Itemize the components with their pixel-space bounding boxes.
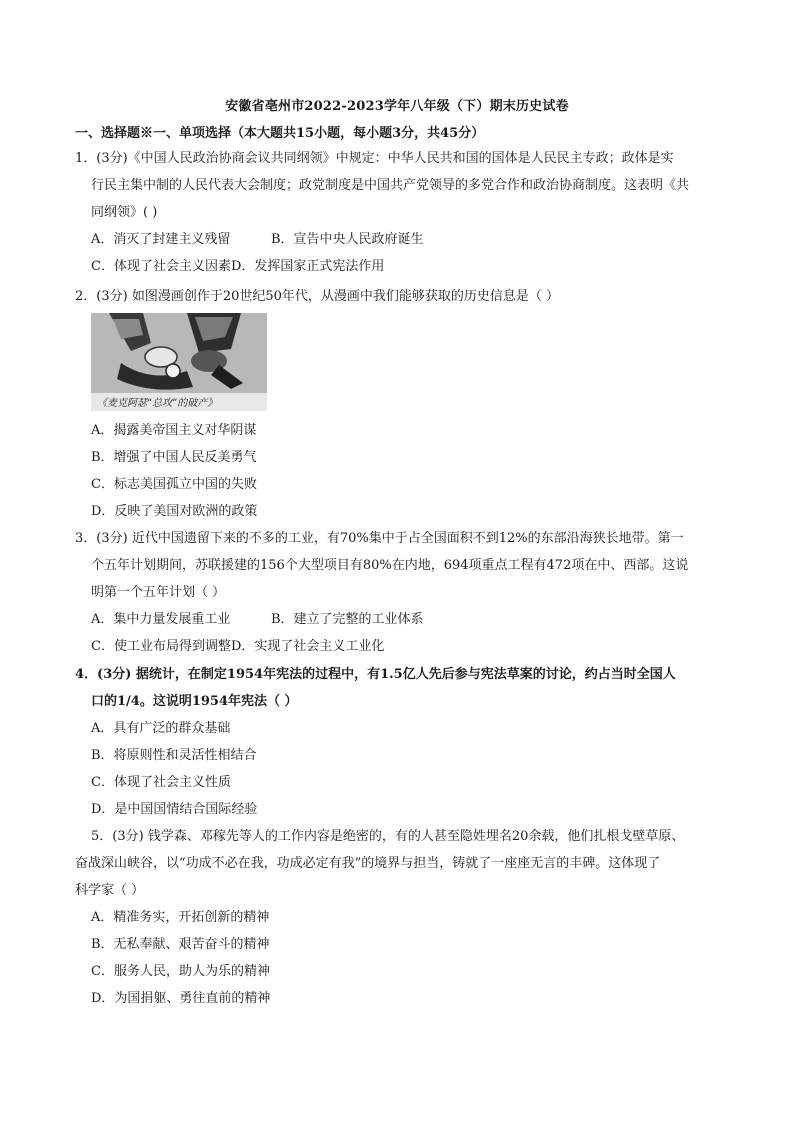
question-4-option-b[interactable]: B．将原则性和灵活性相结合 (91, 748, 257, 763)
question-3-stem (75, 525, 725, 606)
question-1 (75, 145, 725, 280)
question-5-option-c[interactable]: C．服务人民，助人为乐的精神 (91, 964, 270, 979)
section-heading: 一、选择题※一、单项选择（本大题共15小题，每小题3分，共45分） (75, 126, 485, 141)
exam-title: 安徽省亳州市2022-2023学年八年级（下）期末历史试卷 (225, 99, 569, 114)
question-2-option-c[interactable]: C．标志美国孤立中国的失败 (91, 477, 257, 492)
question-4 (75, 661, 725, 823)
question-3-option-d[interactable]: D．实现了社会主义工业化 (230, 639, 385, 654)
question-5-stem-line-3: 科学家（ ） (75, 883, 145, 898)
question-4-option-c[interactable]: C．体现了社会主义性质 (91, 775, 231, 790)
question-1-option-d[interactable]: D．发挥国家正式宪法作用 (230, 259, 385, 274)
question-3-stem-line-1: 3．(3分) 近代中国遗留下来的不多的工业，有70%集中于占全国面积不到12%的东部沿海狭长地带。第一 (75, 531, 684, 546)
cartoon-illustration (91, 313, 267, 411)
question-4-stem (75, 661, 725, 715)
question-3-stem-line-2: 个五年计划期间，苏联援建的156个大型项目有80%在内地，694项重点工程有472项在中、西部。这说 (91, 558, 689, 573)
question-3-option-c[interactable]: C．使工业布局得到调整 (91, 639, 231, 654)
question-5-stem-line-2: 奋战深山峡谷，以“功成不必在我，功成必定有我”的境界与担当，铸就了一座座无言的丰碑。这体现了 (75, 856, 661, 871)
question-1-stem-line-3: 同纲领》( ) (91, 205, 158, 220)
cartoon-caption: 《麦克阿瑟“总攻”的破产》 (97, 398, 218, 409)
question-4-stem-line-1: 4．(3分) 据统计，在制定1954年宪法的过程中，有1.5亿人先后参与宪法草案的讨论，约占当时全国人 (75, 667, 676, 682)
question-5-options (75, 904, 725, 1012)
question-1-stem-line-2: 行民主集中制的人民代表大会制度；政党制度是中国共产党领导的多党合作和政治协商制度。这表明《共 (91, 178, 690, 193)
question-1-option-b[interactable]: B．宣告中央人民政府诞生 (271, 232, 424, 247)
question-5-option-b[interactable]: B．无私奉献、艰苦奋斗的精神 (91, 937, 270, 952)
question-2-option-b[interactable]: B．增强了中国人民反美勇气 (91, 450, 257, 465)
question-2-stem: 2．(3分) 如图漫画创作于20世纪50年代，从漫画中我们能够获取的历史信息是（ ） (75, 289, 560, 304)
question-1-stem-line-1: 1．(3分)《中国人民政治协商会议共同纲领》中规定：中华人民共和国的国体是人民民主专政；政体是实 (75, 151, 674, 166)
question-3 (75, 525, 725, 660)
question-4-stem-line-2: 口的1/4。这说明1954年宪法（ ） (91, 694, 298, 709)
question-2 (75, 283, 725, 310)
question-4-option-d[interactable]: D．是中国国情结合国际经验 (91, 802, 258, 817)
question-4-options (75, 715, 725, 823)
question-5-option-a[interactable]: A．精准务实，开拓创新的精神 (91, 910, 270, 925)
cartoon-image (91, 313, 267, 411)
question-3-option-b[interactable]: B．建立了完整的工业体系 (271, 612, 424, 627)
question-5-stem (75, 823, 725, 904)
question-1-options (75, 226, 725, 280)
question-5-option-d[interactable]: D．为国捐躯、勇往直前的精神 (91, 991, 271, 1006)
question-2-option-d[interactable]: D．反映了美国对欧洲的政策 (91, 504, 258, 519)
question-2-options (75, 417, 725, 525)
question-5 (75, 823, 725, 1012)
question-1-option-c[interactable]: C．体现了社会主义因素 (91, 259, 231, 274)
question-2-options-block (75, 417, 725, 525)
question-1-option-a[interactable]: A．消灭了封建主义残留 (91, 232, 231, 247)
question-4-option-a[interactable]: A．具有广泛的群众基础 (91, 721, 231, 736)
question-3-option-a[interactable]: A．集中力量发展重工业 (91, 612, 231, 627)
question-3-stem-line-3: 明第一个五年计划（ ） (91, 585, 226, 600)
question-5-stem-line-1: 5．(3分) 钱学森、邓稼先等人的工作内容是绝密的，有的人甚至隐姓埋名20余载，他们扎根戈壁草原、 (91, 829, 685, 844)
question-3-options (75, 606, 725, 660)
question-1-stem (75, 145, 725, 226)
question-2-option-a[interactable]: A．揭露美帝国主义对华阴谋 (91, 423, 257, 438)
